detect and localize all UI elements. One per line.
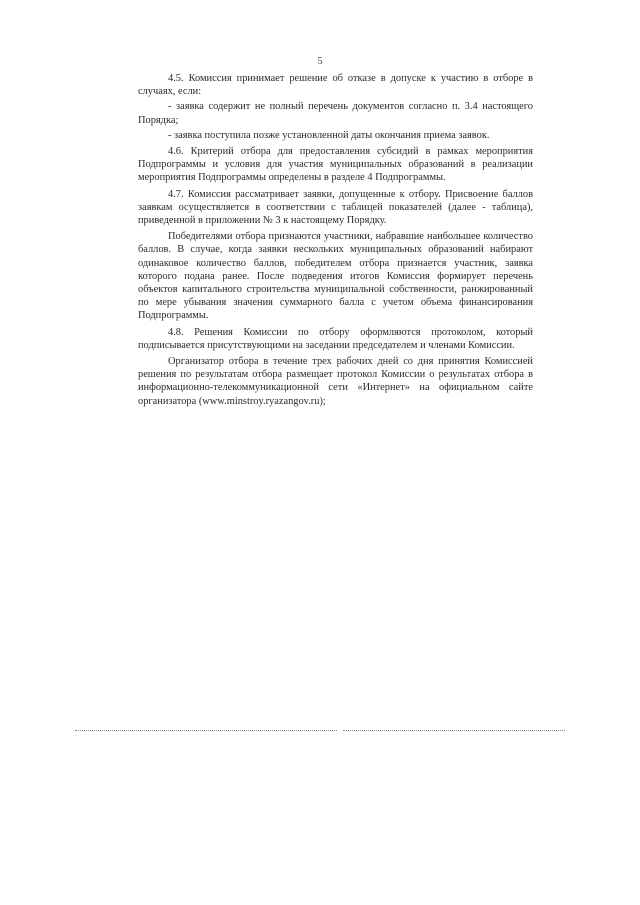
document-body [138, 72, 533, 411]
paragraph-winners: Победителями отбора признаются участники, набравшие наибольшее количество баллов. В случае, когда заявки нескольких муниципальных образований набирают одинаковое количество баллов, победителем отбора признается участник, заявка которого подана ранее. После подведения итогов Комиссия формирует перечень объектов капитального строительства муниципальной собственности, ранжированный по мере убывания значения суммарного балла с учетом объема финансирования Подпрограммы. [138, 231, 533, 322]
paragraph-4-5-item-2: - заявка поступила позже установленной даты окончания приема заявок. [168, 129, 490, 141]
paragraph-organizer: Организатор отбора в течение трех рабочих дней со дня принятия Комиссией решения по результатам отбора размещает протокол Комиссии о результатах отбора в информационно-телекоммуникационной сети «Интернет» на официальном сайте организатора (www.minstroy.ryazangov.ru); [138, 356, 533, 407]
paragraph-4-6: 4.6. Критерий отбора для предоставления субсидий в рамках мероприятия Подпрограммы и условия для участия муниципальных образований в реализации мероприятия Подпрограммы определены в разделе 4 Подпрограммы. [138, 146, 533, 184]
footer-divider-right [343, 730, 565, 731]
page-number: 5 [317, 56, 323, 67]
footer-divider-left [75, 730, 337, 731]
paragraph-4-5: 4.5. Комиссия принимает решение об отказе в допуске к участию в отборе в случаях, если: [138, 73, 533, 98]
paragraph-4-5-item-1: - заявка содержит не полный перечень документов согласно п. 3.4 настоящего Порядка; [138, 101, 533, 126]
paragraph-4-7: 4.7. Комиссия рассматривает заявки, допущенные к отбору. Присвоение баллов заявкам осуществляется в соответствии с таблицей показателей (далее - таблица), приведенной в приложении № 3 к настоящему Порядку. [138, 188, 533, 227]
paragraph-4-8: 4.8. Решения Комиссии по отбору оформляются протоколом, который подписывается присутствующими на заседании председателем и членами Комиссии. [138, 326, 533, 351]
